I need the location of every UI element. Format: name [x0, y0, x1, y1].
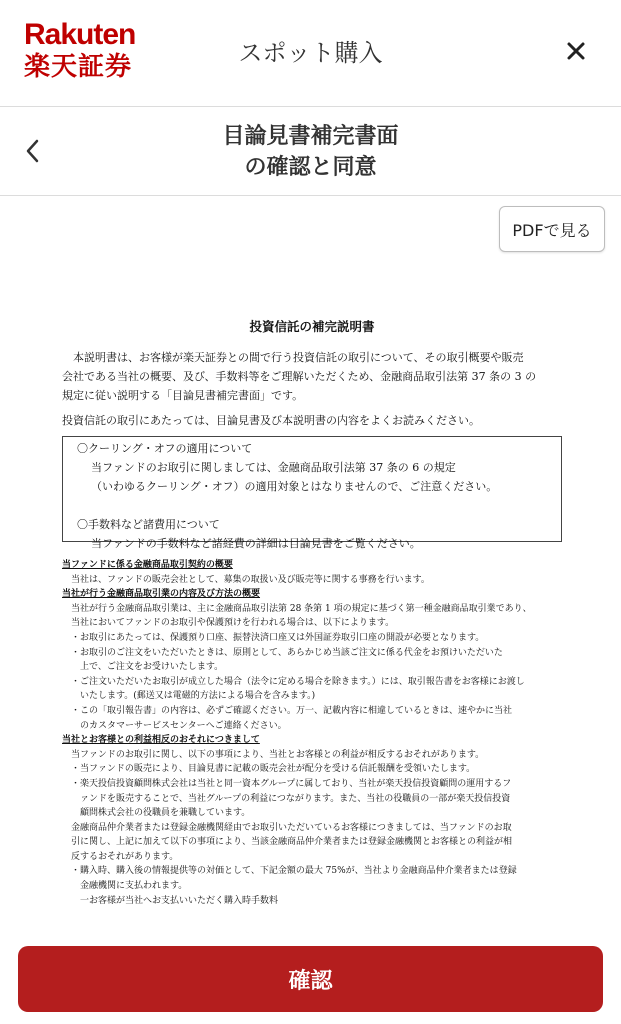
read-note: 投資信託の取引にあたっては、目論見書及び本説明書の内容をよくお読みください。 [62, 414, 480, 427]
cooling-off-text: （いわゆるクーリング・オフ）の適用対象とはなりませんので、ご注意ください。 [91, 480, 498, 493]
section-title-line1: 目論見書補完書面 [222, 124, 399, 149]
body-line: ・お取引にあたっては、保護預り口座、振替決済口座又は外国証券取引口座の開設が必要となります。 [71, 632, 485, 643]
cooling-off-heading: 〇クーリング・オフの適用について [77, 442, 253, 455]
body-line: ・購入時、購入後の情報提供等の対価として、下記金額の最大 75%が、当社より金融商品仲介業者または登録 [71, 866, 517, 877]
intro-line: 本説明書は、お客様が楽天証券との間で行う投資信託の取引について、その取引概要や販売 [73, 351, 524, 364]
app-header [0, 0, 621, 107]
fee-text: 当ファンドの手数料など諸経費の詳細は目論見書をご覧ください。 [91, 537, 421, 550]
document-title: 投資信託の補完説明書 [249, 319, 375, 334]
section-heading: 当社が行う金融商品取引業の内容及び方法の概要 [62, 589, 261, 600]
body-line: 一お客様が当社へお支払いいただく購入時手数料 [80, 895, 279, 906]
fee-heading: 〇手数料など諸費用について [77, 518, 220, 531]
body-line: 金融商品仲介業者または登録金融機関経由でお取引いただいているお客様につきましては、当ファンドのお取 [71, 822, 512, 833]
confirm-button[interactable]: 確認 [18, 946, 603, 1012]
body-line: いたします。(郵送又は電磁的方法による場合を含みます。) [80, 691, 316, 702]
intro-line: 規定に従い説明する「目論見書補完書面」です。 [62, 389, 304, 402]
body-line: のカスタマーサービスセンターへご連絡ください。 [80, 720, 287, 731]
document-viewer [62, 318, 562, 908]
notice-box [62, 436, 562, 550]
body-line: 金融機関に支払われます。 [80, 881, 188, 892]
document-body [62, 558, 562, 908]
body-line: 当社は、ファンドの販売会社として、募集の取扱い及び販売等に関する事務を行います。 [71, 574, 430, 585]
body-line: ・楽天投信投資顧問株式会社は当社と同一資本グループに属しており、当社が楽天投信投資顧問の運用するフ [71, 778, 512, 789]
body-line: 顧問株式会社の役職員を兼職しています。 [80, 808, 251, 819]
body-line: 当社においてファンドのお取引や保護預けを行われる場合は、以下によります。 [71, 618, 395, 629]
section-title [0, 121, 621, 183]
intro-line: 会社である当社の概要、及び、手数料等をご理解いただくため、金融商品取引法第 37 条の 3 の [62, 370, 537, 383]
close-button[interactable] [561, 36, 591, 66]
body-line: ・ご注文いただいたお取引が成立した場合（法令に定める場合を除きます。）には、取引報告書をお客様にお渡し [71, 676, 525, 687]
logo-text-en: Rakuten [24, 18, 136, 51]
logo-text-jp: 楽天証券 [24, 52, 133, 82]
section-heading: 当社とお客様との利益相反のおそれにつきまして [62, 735, 260, 746]
page-title: スポット購入 [238, 39, 383, 67]
view-pdf-button[interactable]: PDFで見る [499, 206, 605, 252]
body-line: 上で、ご注文をお受けいたします。 [80, 662, 224, 673]
body-line: ァンドを販売することで、当社グループの利益につながります。また、当社の役職員の一部が楽天投信投資 [80, 793, 511, 804]
body-line: ・当ファンドの販売により、目論見書に記載の販売会社が配分を受ける信託報酬を受領いたします。 [71, 764, 476, 775]
body-line: 引に関し、上記に加えて以下の事項により、当該金融商品仲介業者または登録金融機関とお客様との利益が相 [71, 837, 513, 848]
body-line: ・お取引のご注文をいただいたときは、原則として、あらかじめ当該ご注文に係る代金をお預けいただいた [71, 647, 503, 658]
cooling-off-text: 当ファンドのお取引に関しましては、金融商品取引法第 37 条の 6 の規定 [91, 461, 456, 474]
body-line: ・この「取引報告書」の内容は、必ずご確認ください。万一、記載内容に相違しているときは、速やかに当社 [71, 705, 513, 716]
body-line: 反するおそれがあります。 [71, 851, 179, 862]
sub-header [0, 107, 621, 196]
body-line: 当ファンドのお取引に関し、以下の事項により、当社とお客様との利益が相反するおそれがあります。 [71, 749, 485, 760]
section-heading: 当ファンドに係る金融商品取引契約の概要 [62, 560, 233, 570]
section-title-line2: の確認と同意 [244, 155, 377, 180]
footer-bar [0, 926, 621, 1024]
close-icon [566, 41, 586, 61]
body-line: 当社が行う金融商品取引業は、主に金融商品取引法第 28 条第 1 項の規定に基づく第一種金融商品取引業であり、 [71, 603, 532, 614]
